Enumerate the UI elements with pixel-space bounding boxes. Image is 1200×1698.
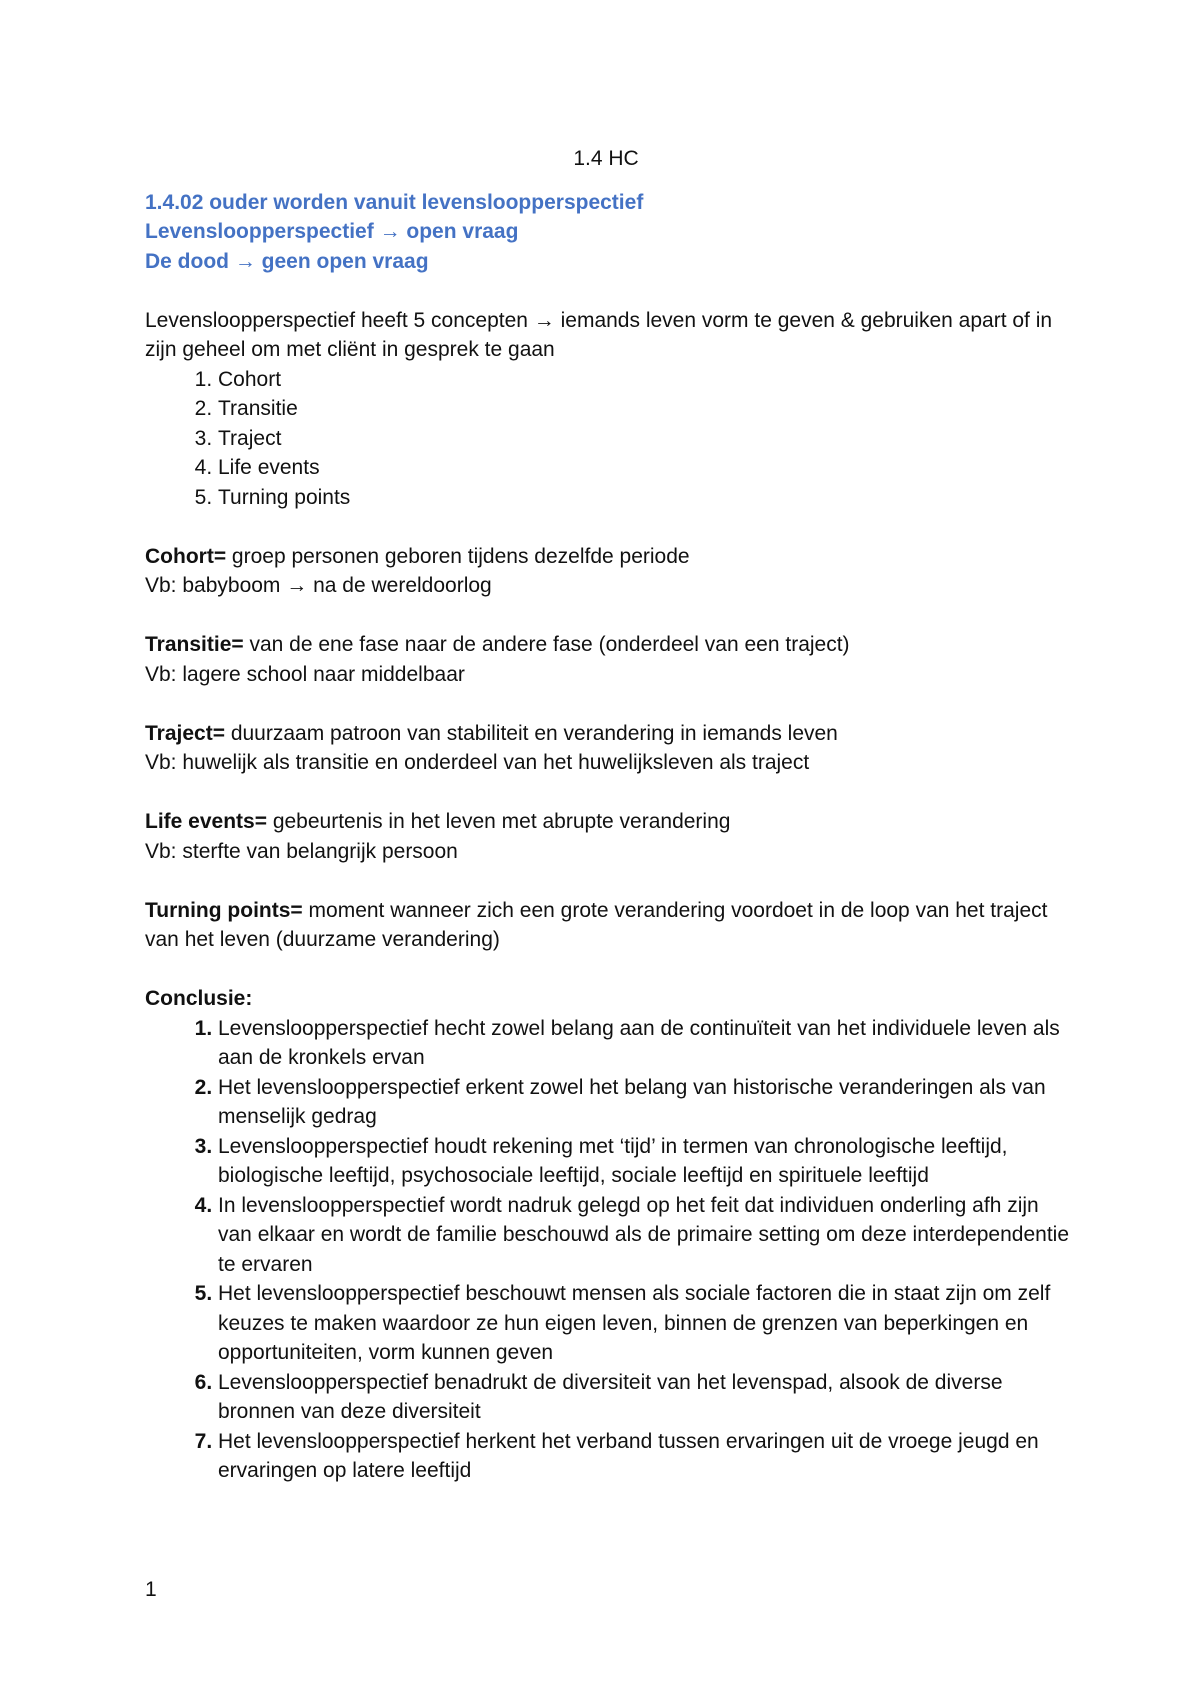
definition-turning-points	[145, 896, 1075, 955]
list-item: 5. Het levensloopperspectief beschouwt mensen als sociale factoren die in staat zijn om zelf keuzes te maken waardoor ze hun eigen leven, binnen de grenzen van beperkingen en opportuniteiten, vorm kunnen geven	[218, 1279, 1075, 1368]
list-item: 6. Levensloopperspectief benadrukt de diversiteit van het levenspad, alsook de diverse bronnen van deze diversiteit	[218, 1368, 1075, 1427]
list-item: 3. Levensloopperspectief houdt rekening met ‘tijd’ in termen van chronologische leeftijd, biologische leeftijd, psychosociale leeftijd, sociale leeftijd en spirituele leeftijd	[218, 1132, 1075, 1191]
subheading-no-open-question: De dood → geen open vraag	[145, 249, 429, 273]
conclusion-label: Conclusie:	[145, 987, 253, 1010]
list-item: 4. Life events	[218, 453, 1075, 483]
list-item: 2. Het levensloopperspectief erkent zowel het belang van historische veranderingen als van menselijk gedrag	[218, 1073, 1075, 1132]
definition-text: groep personen geboren tijdens dezelfde periode	[226, 544, 690, 568]
definition-text: gebeurtenis in het leven met abrupte verandering	[266, 810, 731, 833]
definition-example: Vb: babyboom → na de wereldoorlog	[145, 574, 492, 597]
definition-term: Cohort=	[145, 544, 227, 568]
subheading-open-question: Levensloopperspectief → open vraag	[145, 220, 519, 243]
definition-life-events	[145, 807, 1075, 837]
definition-example: Vb: sterfte van belangrijk persoon	[145, 839, 458, 863]
list-item: 5. Turning points	[218, 483, 1075, 513]
definition-term: Traject=	[145, 721, 225, 745]
list-item: 1. Levensloopperspectief hecht zowel belang aan de continuïteit van het individuele leven als aan de kronkels ervan	[218, 1014, 1075, 1073]
page-number: 1	[145, 1578, 157, 1601]
definition-transitie	[145, 630, 1075, 660]
list-item: 3. Traject	[218, 424, 1075, 454]
definition-example: Vb: lagere school naar middelbaar	[145, 662, 465, 686]
definition-example: Vb: huwelijk als transitie en onderdeel van het huwelijksleven als traject	[145, 751, 810, 774]
definition-text: duurzaam patroon van stabiliteit en verandering in iemands leven	[224, 721, 838, 745]
conclusion-list	[145, 1014, 1075, 1486]
list-item: 2. Transitie	[218, 394, 1075, 424]
intro-paragraph: Levensloopperspectief heeft 5 concepten → iemands leven vorm te geven & gebruiken apart of in zijn geheel om met cliënt in gesprek te gaan	[145, 308, 1053, 361]
definition-cohort	[145, 542, 1075, 572]
list-item: 7. Het levensloopperspectief herkent het verband tussen ervaringen uit de vroege jeugd en ervaringen op latere leeftijd	[218, 1427, 1075, 1486]
definition-term: Life events=	[145, 810, 267, 833]
list-item: 1. Cohort	[218, 365, 1075, 395]
definition-traject	[145, 719, 1075, 749]
list-item: 4. In levensloopperspectief wordt nadruk gelegd op het feit dat individuen onderling afh zijn van elkaar en wordt de familie beschouwd als de primaire setting om deze interdependentie te ervaren	[218, 1191, 1075, 1280]
page-content	[145, 144, 1075, 1486]
definition-term: Transitie=	[145, 633, 244, 656]
concept-list	[145, 365, 1075, 513]
conclusion-heading	[145, 984, 1075, 1014]
subheading-topic: 1.4.02 ouder worden vanuit levensloopperspectief	[145, 190, 644, 214]
definition-text: moment wanneer zich een grote verandering voordoet in de loop van het traject van het leven (duurzame verandering)	[145, 898, 1048, 951]
page-title: 1.4 HC	[573, 147, 639, 170]
definition-term: Turning points=	[145, 898, 303, 922]
definition-text: van de ene fase naar de andere fase (onderdeel van een traject)	[243, 633, 850, 656]
